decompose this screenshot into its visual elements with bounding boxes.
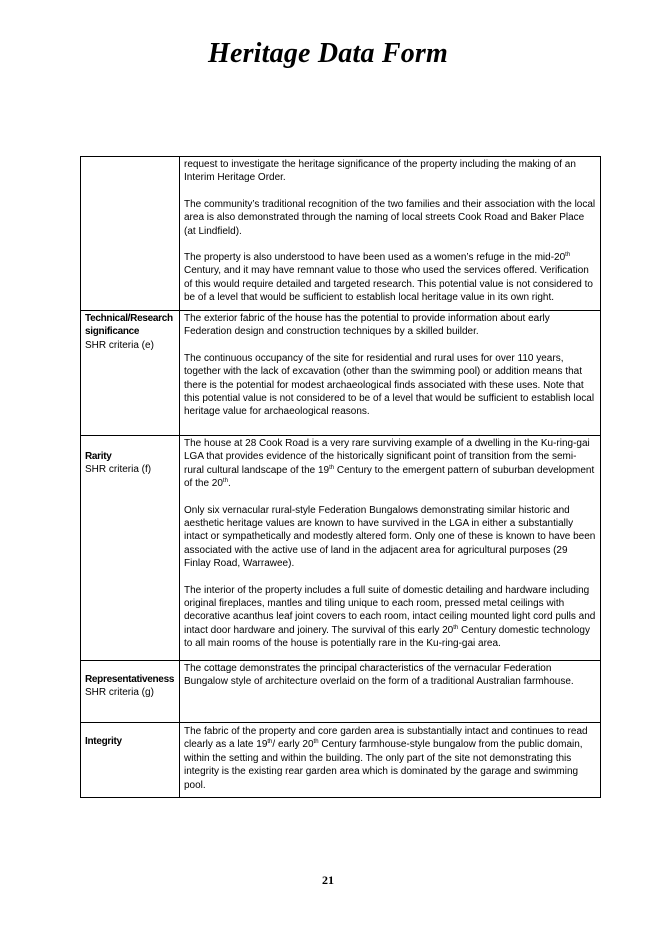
- criterion-title: Technical/Research significance: [85, 313, 173, 338]
- page-number: 21: [322, 873, 334, 887]
- criterion-subtitle: SHR criteria (g): [85, 687, 154, 699]
- paragraph: The property is also understood to have been used as a women’s refuge in the mid-20th Century, and it may have remnant value to those who used the services offered. Verification of this would require detailed and targeted research. This potential value is not considered to be of a level that would be sufficient to establish local heritage value in its own right.: [184, 252, 593, 304]
- paragraph: The exterior fabric of the house has the potential to provide information about early Federation design and construction techniques by a skilled builder.: [184, 313, 550, 338]
- paragraph: request to investigate the heritage significance of the property including the making of an Interim Heritage Order.: [184, 159, 576, 184]
- form-row: [81, 661, 601, 723]
- paragraph: The fabric of the property and core garden area is substantially intact and continues to read clearly as a late 19th/ early 20th Century farmhouse-style bungalow from the public domain, within the setting and within the building. The only part of the site not demonstrating this integrity is the existing rear garden area which is dominated by the garage and swimming pool.: [184, 726, 588, 791]
- paragraph: The cottage demonstrates the principal characteristics of the vernacular Federation Bungalow style of architecture overlaid on the form of a traditional Australian farmhouse.: [184, 663, 574, 688]
- criterion-title: Rarity: [85, 451, 112, 462]
- page-title: Heritage Data Form: [207, 38, 449, 69]
- row-label-cell: [81, 311, 180, 436]
- row-content-cell: [180, 436, 601, 661]
- paragraph: The house at 28 Cook Road is a very rare surviving example of a dwelling in the Ku-ring-gai LGA that provides evidence of the historically significant point of transition from the semi-rural cultural landscape of the 19th Century to the emergent pattern of suburban development of the 20th.: [184, 438, 595, 490]
- row-label-cell: [81, 157, 180, 311]
- row-content-cell: [180, 311, 601, 436]
- row-content-cell: [180, 157, 601, 311]
- row-label-cell: [81, 723, 180, 798]
- row-label-cell: [81, 661, 180, 723]
- row-label-cell: [81, 436, 180, 661]
- form-row: [81, 436, 601, 661]
- form-row: [81, 723, 601, 798]
- paragraph: The continuous occupancy of the site for residential and rural uses for over 110 years, together with the lack of excavation (other than the swimming pool) or addition means that there is the potential for modest archaeological finds associated with these uses. Note that this potential value is not considered to be of a level that would be sufficient to establish local heritage value for archaeological reasons.: [184, 352, 595, 418]
- criterion-title: Integrity: [85, 736, 122, 747]
- form-row: [81, 157, 601, 311]
- criterion-title: Representativeness: [85, 674, 175, 685]
- paragraph: The community’s traditional recognition of the two families and their association with the local area is also demonstrated through the naming of local streets Cook Road and Baker Place (at Lindfield).: [184, 198, 596, 237]
- form-row: [81, 311, 601, 436]
- paragraph: The interior of the property includes a full suite of domestic detailing and hardware including original fireplaces, mantles and tiling unique to each room, pressed metal ceilings with decorative acanthus leaf joint covers to each room, intact ceiling mounted light cord pulls and intact door hardware and joinery. The survival of this early 20th Century domestic technology to all main rooms of the house is potentially rare in the Ku-ring-gai area.: [184, 584, 596, 650]
- paragraph: Only six vernacular rural-style Federation Bungalows demonstrating similar historic and aesthetic heritage values are known to have survived in the LGA in either a substantially intact or sympathetically and modestly altered form. Only one of these is known to have been associated with the active use of land in the adjacent area for agricultural purposes (29 Finlay Road, Warrawee).: [184, 504, 596, 570]
- heritage-form-table: [80, 156, 601, 798]
- row-content-cell: [180, 661, 601, 723]
- criterion-subtitle: SHR criteria (e): [85, 339, 154, 351]
- criterion-subtitle: SHR criteria (f): [85, 464, 152, 476]
- row-content-cell: [180, 723, 601, 798]
